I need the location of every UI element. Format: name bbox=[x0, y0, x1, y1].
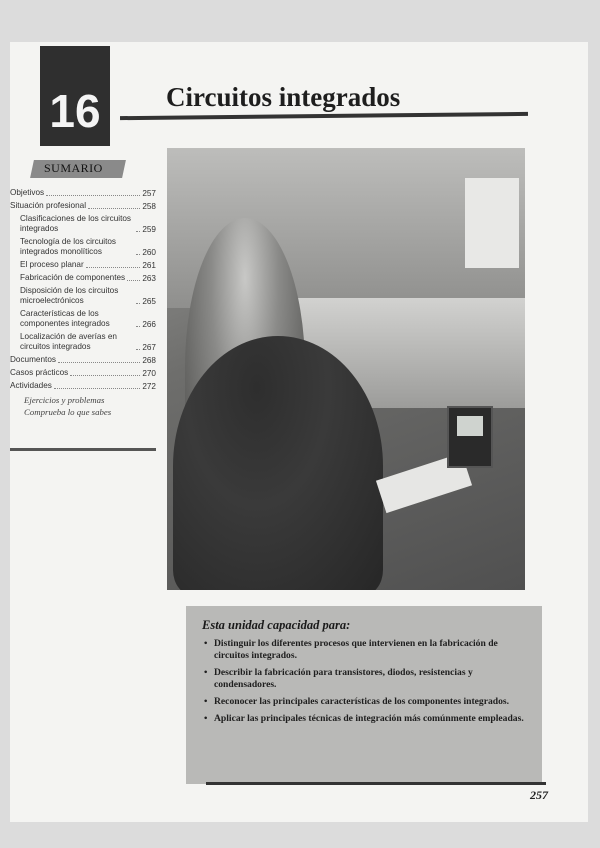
toc-leader-dots bbox=[136, 349, 140, 350]
toc-entry-page: 260 bbox=[142, 248, 156, 257]
toc-entry bbox=[10, 355, 156, 365]
toc-entry bbox=[10, 368, 156, 378]
toc-entry bbox=[10, 309, 156, 329]
toc-entry-page: 267 bbox=[142, 343, 156, 352]
learning-objectives-box bbox=[186, 606, 542, 784]
toc-entry-title: Localización de averías en circuitos integrados bbox=[20, 332, 117, 351]
toc-leader-dots bbox=[136, 254, 140, 255]
toc-entry-title: Actividades bbox=[10, 381, 52, 390]
toc-entry-page: 270 bbox=[142, 369, 156, 378]
toc-entry bbox=[10, 381, 156, 391]
objectives-list bbox=[204, 638, 530, 730]
table-of-contents bbox=[10, 188, 156, 418]
toc-entry bbox=[10, 188, 156, 198]
toc-entry-title: El proceso planar bbox=[20, 260, 84, 269]
title-rule bbox=[120, 112, 528, 120]
chapter-photo bbox=[167, 148, 525, 590]
toc-entry-title: Casos prácticos bbox=[10, 368, 69, 377]
toc-activity-subitem: Ejercicios y problemas bbox=[24, 395, 105, 405]
toc-entry-title: Situación profesional bbox=[10, 201, 87, 210]
toc-entry-title: Características de los componentes integrados bbox=[20, 309, 110, 328]
toc-leader-dots bbox=[46, 195, 140, 196]
toc-activity-subitem: Comprueba lo que sabes bbox=[24, 407, 112, 417]
toc-leader-dots bbox=[54, 388, 140, 389]
chapter-number: 16 bbox=[49, 85, 101, 137]
toc-entry-title: Disposición de los circuitos microelectrónicos bbox=[20, 286, 119, 305]
objective-item: • Describir la fabricación para transistores, diodos, resistencias y condensadores. bbox=[204, 667, 530, 691]
photo-window bbox=[465, 178, 519, 268]
toc-entry bbox=[10, 273, 156, 283]
objective-item: • Aplicar las principales técnicas de integración más comúnmente empleadas. bbox=[204, 713, 530, 725]
toc-leader-dots bbox=[136, 303, 140, 304]
toc-leader-dots bbox=[127, 280, 140, 281]
sumario-heading: SUMARIO bbox=[44, 161, 103, 175]
multimeter-screen bbox=[457, 416, 483, 436]
toc-leader-dots bbox=[58, 362, 140, 363]
toc-entry-page: 257 bbox=[142, 189, 156, 198]
toc-entry-page: 266 bbox=[142, 320, 156, 329]
toc-entry bbox=[10, 286, 156, 306]
toc-entry-title: Fabricación de componentes bbox=[20, 273, 126, 282]
toc-entry bbox=[10, 214, 156, 234]
toc-entry-page: 261 bbox=[142, 261, 156, 270]
toc-divider bbox=[10, 448, 156, 451]
toc-leader-dots bbox=[70, 375, 140, 376]
toc-entry-title: Clasificaciones de los circuitos integrados bbox=[20, 214, 132, 233]
book-page bbox=[10, 42, 588, 822]
chapter-number-box bbox=[40, 46, 110, 146]
toc-entry-page: 272 bbox=[142, 382, 156, 391]
chapter-title: Circuitos integrados bbox=[166, 82, 401, 112]
toc-leader-dots bbox=[136, 326, 140, 327]
toc-leader-dots bbox=[86, 267, 141, 268]
toc-entry bbox=[10, 260, 156, 270]
toc-leader-dots bbox=[136, 231, 140, 232]
photo-multimeter bbox=[447, 406, 493, 468]
toc-entry-page: 263 bbox=[142, 274, 156, 283]
toc-entry-page: 258 bbox=[142, 202, 156, 211]
photo-person-seated bbox=[173, 336, 383, 590]
toc-entry bbox=[10, 237, 156, 257]
toc-entry bbox=[10, 201, 156, 211]
toc-leader-dots bbox=[88, 208, 140, 209]
page-number: 257 bbox=[530, 788, 548, 802]
toc-entry-page: 259 bbox=[142, 225, 156, 234]
objectives-bottom-rule bbox=[206, 782, 546, 785]
toc-entry-title: Objetivos bbox=[10, 188, 45, 197]
toc-entry-page: 268 bbox=[142, 356, 156, 365]
toc-entry bbox=[10, 332, 156, 352]
objective-item: • Reconocer las principales características de los componentes integrados. bbox=[204, 696, 530, 708]
toc-entry-title: Documentos bbox=[10, 355, 56, 364]
toc-entry-page: 265 bbox=[142, 297, 156, 306]
toc-entry-title: Tecnología de los circuitos integrados monolíticos bbox=[20, 237, 117, 256]
objectives-title: Esta unidad capacidad para: bbox=[202, 618, 351, 632]
objective-item: • Distinguir los diferentes procesos que intervienen en la fabricación de circuitos integrados. bbox=[204, 638, 530, 662]
